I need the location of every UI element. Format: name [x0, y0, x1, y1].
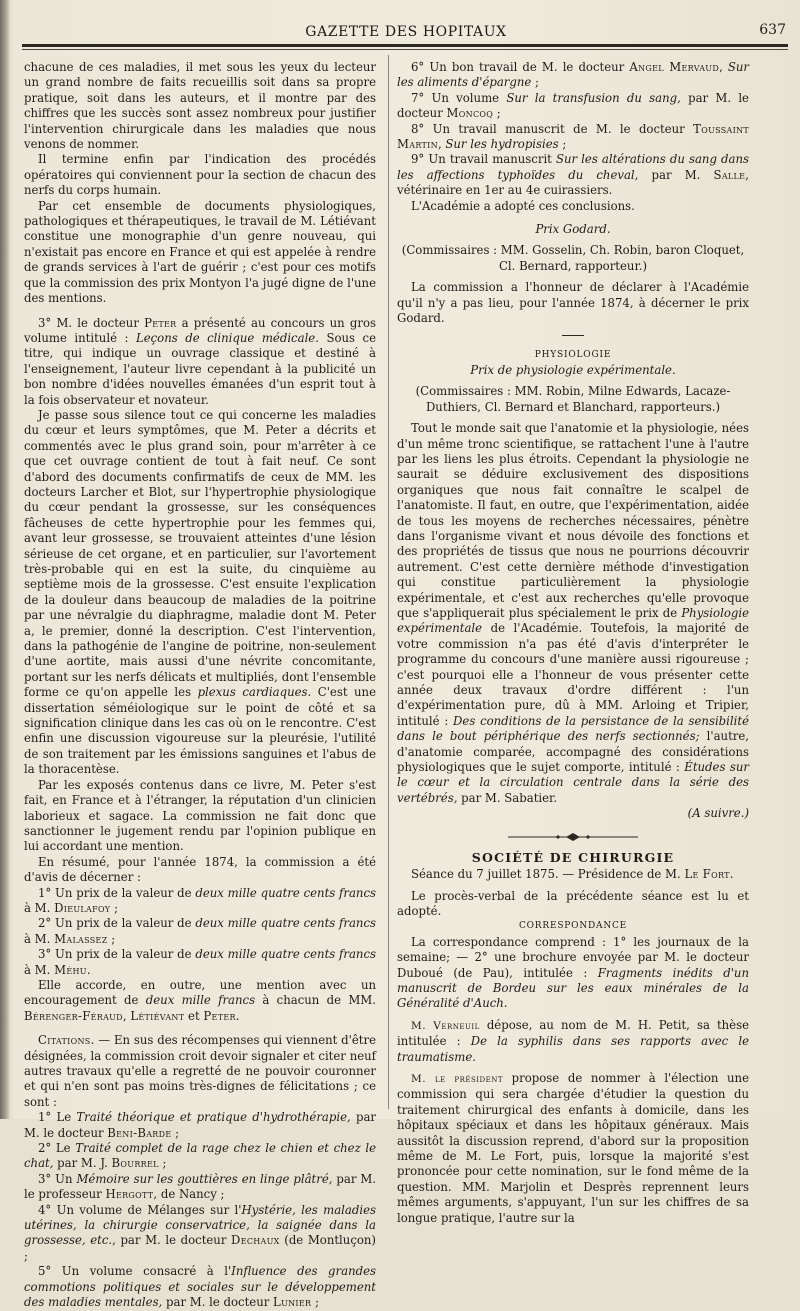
italic-term: Physiologie expérimentale: [397, 606, 749, 636]
text: 5° Un volume consacré à l': [38, 1264, 232, 1279]
text: Je passe sous silence tout ce qui concerne les maladies du cœur et leurs symptômes, que M. Peter a décrits et commentés avec le plus grand soin, pour m'arrêter à ce que cet ouvrage contient de tout à fait neuf. Ce sont d'abord des documents confirmatifs de ceux de MM. les docteurs Larcher et Blot, sur l'hypertrophie physiologique du cœur pendant la grossesse, sur les conséquences fâcheuses de cette hypertrophie pour les femmes qui, avant leur grossesse, se trouvaient atteintes d'une lésion sérieuse de cet organe, et en particulier, sur l'avortement très-probable qui en est la suite, du cinquième au septième mois de la grossesse. C'est ensuite l'explication de la douleur dans beaucoup de maladies de la poitrine par une névralgie du diaphragme, maladie dont M. Peter a, le premier, donné la description. C'est l'intervention, dans la pathogénie de l'angine de poitrine, non-seulement d'une aortite, mais aussi d'une névrite concomitante, portant sur les nerfs délicats et multipliés, dont l'ensemble forme ce qu'on appelle les: [24, 407, 376, 700]
prize-item: [24, 947, 376, 978]
paragraph: Il termine enfin par l'indication des procédés opératoires qui conviennent pour la section de chacun des nerfs du corps humain.: [24, 152, 376, 198]
text: 9° Un travail manuscrit: [411, 152, 556, 167]
text: 8° Un travail manuscrit de M. le docteur: [411, 121, 694, 136]
text: ;: [311, 1295, 320, 1310]
text: ;: [107, 931, 116, 946]
paragraph: Par cet ensemble de documents physiologiques, pathologiques et thérapeutiques, le travail de M. Létiévant constitue une monographie d'un genre nouveau, qui n'existait pas encore en France et qui est appelée à rendre de grands services à l'art de guérir ; c'est pour ces motifs que la commission des prix Montyon l'a jugé digne de l'une des mentions.: [24, 198, 376, 306]
paragraph-peter: [24, 316, 376, 408]
text: C'est une dissertation séméiologique sur le point de côté et sa signification clinique dans les cas où on le rencontre. C'est enfin une discussion vigoureuse sur la pleurésie, l'utilité de son traitement par les émissions sanguines et l'abus de la thoracentèse.: [24, 685, 376, 777]
text: Sous ce titre, qui indique un ouvrage classique et destiné à l'enseignement, l'auteur livre cependant à la publicité un bon nombre d'idées nouvelles émanées d'un esprit tout à la fois observateur et novateur.: [24, 330, 376, 407]
speaker-name: M. le président: [411, 1072, 504, 1085]
text: ,: [122, 1008, 131, 1023]
header-rule-thin: [22, 49, 788, 50]
to-be-continued: (A suivre.): [687, 806, 749, 821]
text: par M. J.: [53, 1156, 112, 1171]
commissioners: (Commissaires : MM. Gosselin, Ch. Robin, baron Cloquet, Cl. Bernard, rapporteur.): [401, 243, 745, 273]
citation-item: [24, 1141, 376, 1172]
text: 2° Le: [38, 1141, 76, 1156]
paragraph: chacune de ces maladies, il met sous les yeux du lecteur un grand nombre de faits recueillis soit dans sa propre pratique, soit dans les auteurs, et il montre par des chiffres que les succès sont assez nombreux pour justifier l'intervention chirurgicale dans les maladies que nous venons de nommer.: [24, 60, 376, 152]
text: propose de nommer à l'élection une commission qui sera chargée d'étudier la question du traitement chirurgical des enfants à domicile, dans les hôpitaux spéciaux et dans les hôpitaux généraux. Mais aussitôt la discussion reprend, d'abord sur la proposition même de M. Le Fort, puis, lorsque la majorité s'est prononcée pour cette nomination, sur le fond même de la question. MM. Marjolin et Desprès reprennent leurs mêmes arguments, s'appuyant, l'un sur les chiffres de sa longue pratique, l'autre sur la: [397, 1070, 749, 1225]
citation-item: [24, 1203, 376, 1265]
prize-amount: deux mille quatre cents francs: [195, 916, 376, 931]
prize-amount: deux mille quatre cents francs: [195, 885, 376, 900]
text: à M.: [24, 931, 55, 946]
work-title: Sur les aliments d'épargne: [397, 60, 750, 90]
paragraph: Par les exposés contenus dans ce livre, M. Peter s'est fait, en France et à l'étranger, la réputation d'un clinicien laborieux et sagace. La commission ne fait donc que sanctionner le jugement rendu par l'opinion publique en lui accordant une mention.: [24, 777, 376, 854]
page-edge-shadow: [0, 0, 10, 1119]
text: par M. le docteur: [24, 1110, 376, 1140]
section-title: SOCIÉTÉ DE CHIRURGIE: [471, 849, 675, 865]
italic-term: plexus cardiaques.: [197, 685, 312, 700]
book-title: Leçons de clinique médicale.: [135, 330, 319, 345]
citation-item: [24, 1264, 376, 1310]
text: (de Montluçon) ;: [24, 1233, 376, 1263]
text: dépose, au nom de M. H. Petit, sa thèse intitulée :: [397, 1017, 750, 1049]
section-heading: PHYSIOLOGIE: [534, 349, 612, 360]
author-name: Malassez: [54, 931, 108, 946]
ornament-rule: [508, 832, 638, 842]
text: l'autre, d'anatomie comparée, accompagné des considérations physiologiques que le sujet comporte, intitulé :: [397, 729, 750, 775]
text: Tout le monde sait que l'anatomie et la physiologie, nées d'un même tronc scientifique, se rattachent l'une à l'autre par les liens les plus étroits. Cependant la physiologie ne saurait se déduire exclusivement des dispositions organiques que nous fait connaître le scalpel de l'anatomiste. Il faut, en outre, que l'expérimentation, aidée de tous les moyens de recherches nécessaires, pénètre dans l'organisme vivant et nous dévoile des fonctions et des propriétés de tissus que nous ne pourrions découvrir autrement. C'est cette dernière méthode d'investigation qui constitue particulièrement la physiologie expérimentale, et c'est aux recherches qu'elle provoque que s'appliquerait plus spécialement le prix de: [397, 421, 749, 620]
author-name: Angel Mervaud: [629, 60, 720, 74]
text: , par M. le docteur: [112, 1233, 232, 1248]
text: ,: [437, 137, 446, 152]
work-title: Influence des grandes commotions politiques et sociales sur le développement des maladies mentales,: [24, 1264, 376, 1310]
work-title: Fragments inédits d'un manuscrit de Bordeu sur les eaux minérales de la Généralité d'Auch.: [397, 965, 749, 1011]
citation-item: [24, 1172, 376, 1203]
text: à M.: [24, 900, 55, 915]
left-column: [24, 60, 376, 1311]
session-line: [397, 867, 749, 882]
text: — En sus des récompenses qui viennent d'être désignées, la commission croit devoir signaler et citer neuf autres travaux qu'elle a regretté de ne pouvoir couronner et qui n'en sont pas moins très-dignes de félicitations ; ce sont :: [24, 1033, 376, 1109]
text: .: [86, 962, 91, 977]
text: 3° M. le docteur: [38, 315, 145, 330]
page-header: [22, 14, 790, 54]
text: La correspondance comprend : 1° les journaux de la semaine; — 2° une brochure envoyée par M. le docteur Duboué (de Pau), intitulée :: [397, 934, 749, 980]
text: 3° Un: [38, 1171, 77, 1186]
text: par M. le docteur: [162, 1295, 274, 1310]
text: .: [235, 1008, 240, 1023]
journal-title: GAZETTE DES HOPITAUX: [305, 24, 507, 40]
text: à M.: [24, 962, 55, 977]
author-name: Bérenger-Féraud: [24, 1008, 123, 1023]
author-name: Dechaux: [231, 1233, 280, 1248]
author-name: Méhu: [54, 962, 87, 977]
paragraph: L'Académie a adopté ces conclusions.: [411, 198, 635, 213]
text: 1° Le: [38, 1110, 77, 1125]
column-divider: [388, 55, 389, 1109]
text: Elle accorde, en outre, une mention avec un encouragement de: [24, 977, 376, 1008]
text: par M. le docteur: [397, 90, 749, 121]
text: , de Nancy ;: [153, 1187, 225, 1202]
subsection-heading: CORRESPONDANCE: [518, 921, 628, 932]
author-name: Bourrel: [111, 1156, 159, 1171]
text: par M. Sabatier.: [457, 790, 558, 805]
author-name: Moncoq: [446, 106, 494, 121]
header-rule-thick: [22, 44, 788, 47]
citation-item: [397, 152, 749, 198]
text: 6° Un bon travail de M. le docteur: [411, 60, 630, 74]
citation-item: [397, 60, 749, 91]
work-title: De la syphilis dans ses rapports avec le traumatisme.: [397, 1034, 749, 1064]
text: Séance du 7 juillet 1875. — Présidence de M.: [411, 867, 685, 882]
author-name: Beni-Barde: [107, 1125, 172, 1140]
speaker-name: M. Verneuil: [411, 1019, 480, 1032]
text: 7° Un volume: [411, 90, 507, 105]
text: par M.: [638, 167, 714, 182]
paragraph: En résumé, pour l'année 1874, la commission a été d'avis de décerner :: [24, 854, 376, 885]
paragraph: [397, 1018, 749, 1065]
text: ;: [110, 900, 119, 915]
author-name: Dieulafoy: [54, 900, 111, 915]
paragraph: La commission a l'honneur de déclarer à l'Académie qu'il n'y a pas lieu, pour l'année 1874, à décerner le prix Godard.: [397, 280, 749, 326]
work-title: Sur les hydropisies: [445, 137, 559, 152]
text: de l'Académie. Toutefois, la majorité de votre commission n'a pas été d'avis d'interpréter le programme du concours d'une manière aussi rigoureuse ; c'est pourquoi elle a l'honneur de vous présenter cette année deux travaux d'ordre différent : l'un d'expérimentation pure, dû à MM. Arloing et Tripier, intitulé :: [397, 621, 749, 728]
citation-item: [397, 91, 749, 122]
work-title: Hystérie, les maladies utérines, la chirurgie conservatrice, la saignée dans la grossesse, etc.: [24, 1202, 376, 1248]
text: ;: [158, 1156, 167, 1171]
commissioners: (Commissaires : MM. Robin, Milne Edwards, Lacaze-Duthiers, Cl. Bernard et Blanchard, rapporteurs.): [415, 384, 731, 414]
text: a présenté au concours un gros volume intitulé :: [24, 315, 376, 345]
text: ;: [493, 106, 501, 121]
paragraph: [397, 935, 749, 1012]
prize-heading: Prix Godard.: [535, 222, 611, 237]
text: 1° Un prix de la valeur de: [38, 885, 196, 900]
text: 2° Un prix de la valeur de: [38, 916, 196, 931]
separator-dash: [562, 335, 584, 336]
prize-heading: Prix de physiologie expérimentale.: [470, 362, 676, 377]
work-title: Sur la transfusion du sang,: [506, 90, 681, 105]
paragraph: [397, 1071, 749, 1226]
text: 4° Un volume de Mélanges sur l': [38, 1202, 242, 1217]
author-name: Toussaint Martin: [397, 121, 749, 152]
work-title: Mémoire sur les gouttières en linge plâtré,: [76, 1171, 333, 1186]
text: ;: [531, 75, 539, 90]
text: , vétérinaire en 1er au 4e cuirassiers.: [397, 167, 749, 198]
citation-item: [397, 122, 749, 153]
text: à chacun de MM.: [255, 993, 376, 1008]
author-name: Hergott: [105, 1187, 154, 1202]
paragraph: [24, 408, 376, 778]
text: ;: [558, 137, 567, 152]
work-title: Sur les altérations du sang dans les affections typhoïdes du cheval,: [397, 152, 749, 182]
text: et: [184, 1008, 204, 1023]
work-title: Des conditions de la persistance de la sensibilité dans le bout périphérique des nerfs sectionnés;: [397, 713, 749, 744]
paragraph: [397, 421, 749, 806]
text: ;: [171, 1125, 180, 1140]
author-name: Le Fort: [684, 867, 730, 882]
prize-amount: deux mille francs: [145, 993, 256, 1008]
page-number: 637: [759, 22, 786, 38]
citation-item: [24, 1110, 376, 1141]
work-title: Traité complet de la rage chez le chien et chez le chat,: [24, 1141, 376, 1171]
text: ,: [719, 60, 728, 74]
work-title: Études sur le cœur et la circulation centrale dans la série des vertébrés,: [397, 760, 749, 805]
author-name: Peter: [203, 1008, 236, 1023]
author-name: Salle: [713, 167, 746, 182]
prize-amount: deux mille quatre cents francs: [195, 947, 376, 962]
paragraph: Le procès-verbal de la précédente séance est lu et adopté.: [397, 888, 749, 918]
prize-item: [24, 886, 376, 917]
text: 3° Un prix de la valeur de: [38, 947, 196, 962]
author-name: Peter: [144, 315, 177, 330]
right-column: [397, 60, 749, 1226]
paragraph: [24, 978, 376, 1024]
citations-heading: Citations.: [38, 1033, 95, 1048]
author-name: Létiévant: [130, 1008, 185, 1023]
work-title: Traité théorique et pratique d'hydrothérapie,: [76, 1110, 351, 1125]
text: .: [729, 867, 734, 882]
prize-item: [24, 916, 376, 947]
author-name: Lunier: [273, 1295, 312, 1310]
text: par M. le professeur: [24, 1171, 376, 1202]
citations-paragraph: [24, 1033, 376, 1110]
